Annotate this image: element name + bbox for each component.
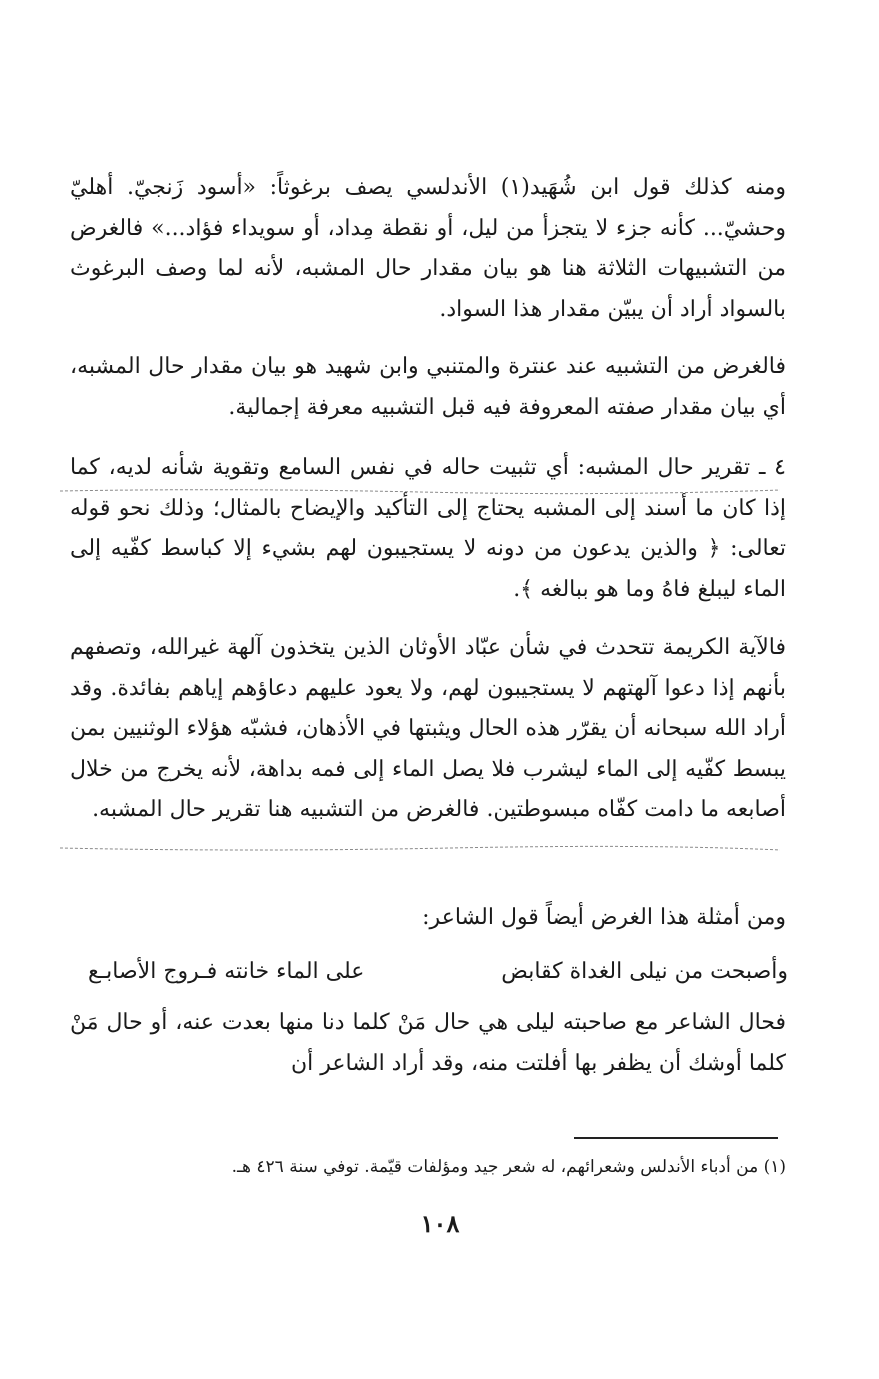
verse-second-hemistich: على الماء خانته فـروج الأصابـع	[88, 959, 365, 984]
footnote-separator	[574, 1137, 778, 1139]
paragraph-section-4: ٤ ـ تقرير حال المشبه: أي تثبيت حاله في نفس السامع وتقوية شأنه لديه، كما إذا كان ما أسند إلى المشبه يحتاج إلى التأكيد والإيضاح بالمثال؛ وذلك نحو قوله تعالى: ﴿ والذين يدعون من دونه لا يستجيبون لهم بشيء إلا كباسط كفّيه إلى الماء ليبلغ فاهُ وما هو ببالغه ﴾.	[70, 455, 786, 602]
poetry-verse	[88, 952, 788, 992]
paragraph-laila: فحال الشاعر مع صاحبته ليلى هي حال مَنْ كلما دنا منها بعدت عنه، أو حال مَنْ كلما أوشك أن يظفر بها أفلتت منه، وقد أراد الشاعر أن	[70, 1010, 786, 1076]
paragraph-purpose-summary: فالغرض من التشبيه عند عنترة والمتنبي وابن شهيد هو بيان مقدار حال المشبه، أي بيان مقدار صفته المعروفة فيه قبل التشبيه معرفة إجمالية.	[70, 354, 786, 420]
paragraph-verse-explanation: فالآية الكريمة تتحدث في شأن عبّاد الأوثان الذين يتخذون آلهة غيرالله، وتصفهم بأنهم إذا دعوا آلهتهم لا يستجيبون لهم، ولا يعود عليهم دعاؤهم إياهم بفائدة. وقد أراد الله سبحانه أن يقرّر هذه الحال ويثبتها في الأذهان، فشبّه هؤلاء الوثنيين بمن يبسط كفّيه إلى الماء ليشرب فلا يصل الماء إلى فمه بداهة، لأنه يخرج من خلال أصابعه ما دامت كفّاه مبسوطتين. فالغرض من التشبيه هنا تقرير حال المشبه.	[70, 635, 786, 822]
pencil-underline-mark	[50, 844, 790, 854]
paragraph-poet-intro: ومن أمثلة هذا الغرض أيضاً قول الشاعر:	[422, 905, 786, 930]
paragraph-ibn-shuhayd: ومنه كذلك قول ابن شُهَيد(١) الأندلسي يصف برغوثاً: «أسود زَنجيّ. أهليّ وحشيّ... كأنه جزء لا يتجزأ من ليل، أو نقطة مِداد، أو سويداء فؤاد...» فالغرض من التشبيهات الثلاثة هنا هو بيان مقدار حال المشبه، لأنه لما وصف البرغوث بالسواد أراد أن يبيّن مقدار هذا السواد.	[70, 175, 786, 322]
verse-first-hemistich: وأصبحت من نيلى الغداة كقابض	[501, 959, 788, 984]
footnote: (١) من أدباء الأندلس وشعرائهم، له شعر جيد ومؤلفات قيّمة. توفي سنة ٤٢٦ هـ.	[231, 1157, 786, 1177]
page-number: ١٠٨	[420, 1209, 460, 1238]
